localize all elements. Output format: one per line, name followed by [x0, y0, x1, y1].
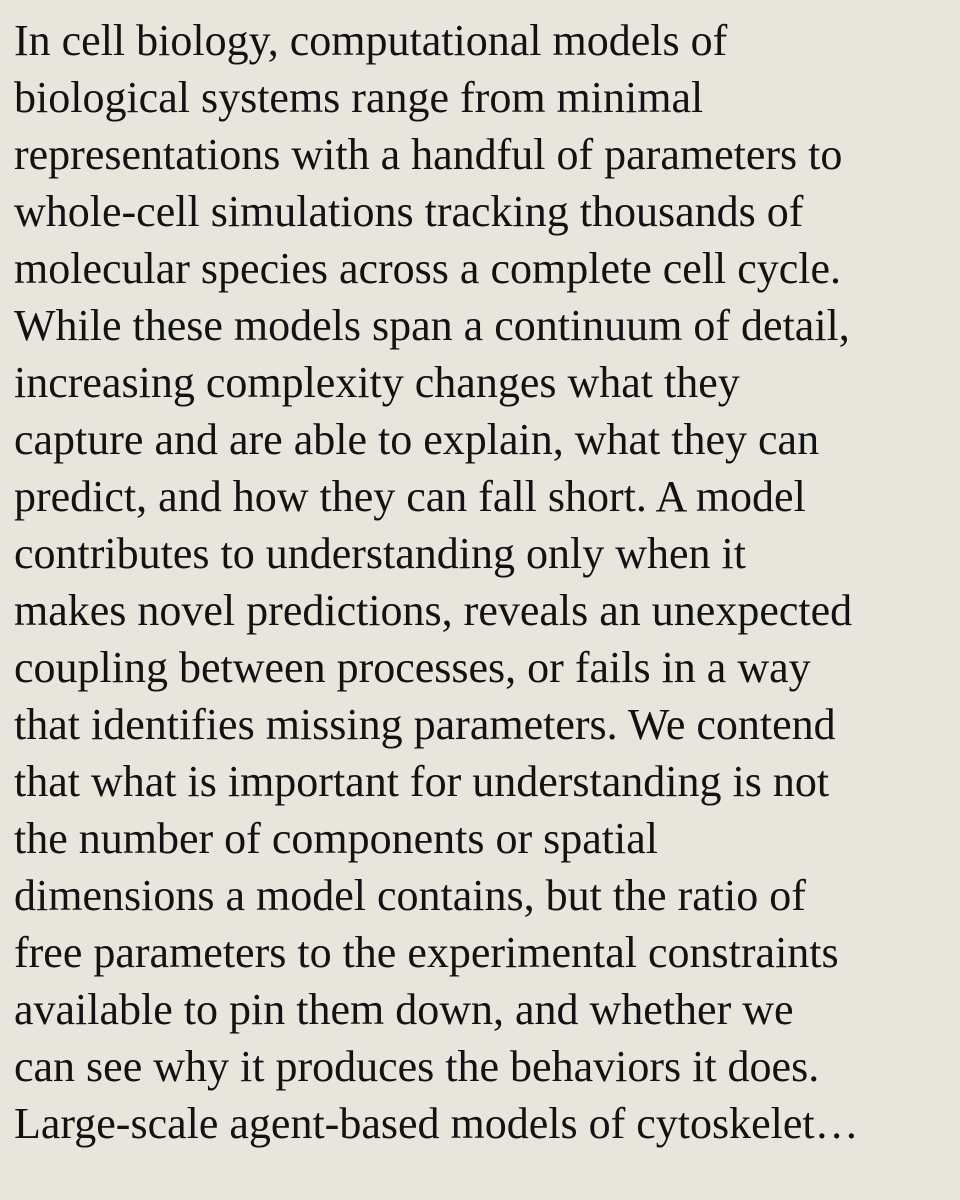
paragraph-line: coupling between processes, or fails in a way [14, 643, 811, 692]
paragraph-line: can see why it produces the behaviors it does. [14, 1042, 820, 1091]
paragraph-line: contributes to understanding only when it [14, 529, 746, 578]
paragraph-line: While these models span a continuum of detail, [14, 301, 850, 350]
paragraph-line: the number of components or spatial [14, 814, 658, 863]
paragraph-line: that what is important for understanding is not [14, 757, 830, 806]
paragraph-line: Large-scale agent-based models of cytoskelet… [14, 1099, 859, 1148]
paragraph-line: representations with a handful of parameters to [14, 130, 843, 179]
paragraph-line: increasing complexity changes what they [14, 358, 740, 407]
paragraph-line: dimensions a model contains, but the ratio of [14, 871, 806, 920]
paragraph-line: available to pin them down, and whether we [14, 985, 794, 1034]
paragraph-line: capture and are able to explain, what they can [14, 415, 820, 464]
paragraph-line: In cell biology, computational models of [14, 16, 728, 65]
paragraph-line: that identifies missing parameters. We contend [14, 700, 836, 749]
paragraph-line: free parameters to the experimental constraints [14, 928, 839, 977]
paragraph-line: molecular species across a complete cell cycle. [14, 244, 842, 293]
paragraph-line: whole-cell simulations tracking thousands of [14, 187, 804, 236]
body-paragraph [14, 12, 954, 1152]
paragraph-line: makes novel predictions, reveals an unexpected [14, 586, 853, 635]
paragraph-line: biological systems range from minimal [14, 73, 704, 122]
paragraph-line: predict, and how they can fall short. A model [14, 472, 806, 521]
